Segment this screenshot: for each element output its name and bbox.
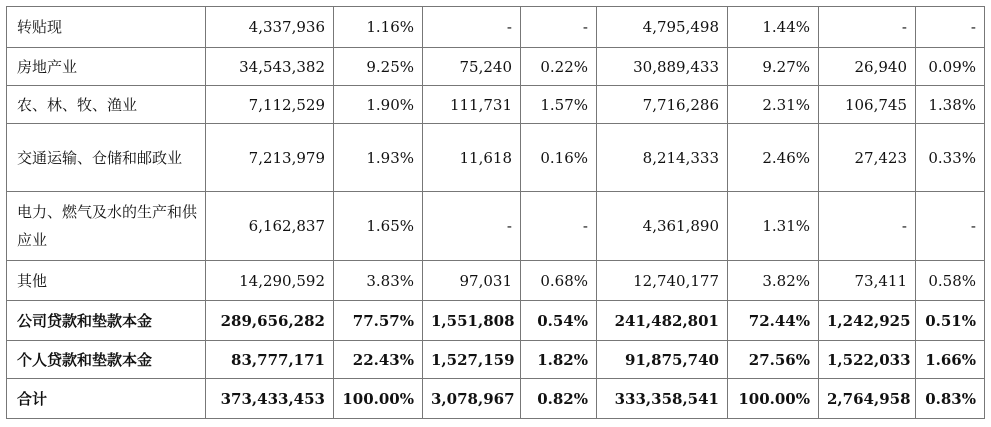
row-category: 公司贷款和垫款本金	[7, 301, 206, 341]
cell-value: 91,875,740	[597, 341, 728, 379]
row-category: 电力、燃气及水的生产和供应业	[7, 192, 206, 261]
cell-value: 11,618	[423, 124, 521, 192]
cell-value: 106,745	[819, 86, 916, 124]
row-category: 交通运输、仓储和邮政业	[7, 124, 206, 192]
cell-value: -	[819, 192, 916, 261]
table-row-subtotal	[7, 341, 985, 379]
table-row	[7, 124, 985, 192]
cell-value: 6,162,837	[206, 192, 334, 261]
cell-value: 2.31%	[728, 86, 819, 124]
table-row	[7, 261, 985, 301]
cell-value: 1.90%	[334, 86, 423, 124]
cell-value: 1.16%	[334, 7, 423, 48]
cell-value: 22.43%	[334, 341, 423, 379]
cell-value: 0.68%	[521, 261, 597, 301]
cell-value: 111,731	[423, 86, 521, 124]
cell-value: 241,482,801	[597, 301, 728, 341]
cell-value: -	[423, 7, 521, 48]
cell-value: 289,656,282	[206, 301, 334, 341]
cell-value: -	[521, 7, 597, 48]
cell-value: 373,433,453	[206, 379, 334, 419]
cell-value: 1.65%	[334, 192, 423, 261]
cell-value: 12,740,177	[597, 261, 728, 301]
cell-value: 1,522,033	[819, 341, 916, 379]
row-category: 合计	[7, 379, 206, 419]
cell-value: 1.82%	[521, 341, 597, 379]
cell-value: 0.83%	[916, 379, 985, 419]
row-category: 个人贷款和垫款本金	[7, 341, 206, 379]
cell-value: 3.82%	[728, 261, 819, 301]
cell-value: -	[819, 7, 916, 48]
cell-value: 3.83%	[334, 261, 423, 301]
cell-value: 0.82%	[521, 379, 597, 419]
cell-value: 1,527,159	[423, 341, 521, 379]
cell-value: 8,214,333	[597, 124, 728, 192]
cell-value: 0.51%	[916, 301, 985, 341]
cell-value: 27.56%	[728, 341, 819, 379]
cell-value: 83,777,171	[206, 341, 334, 379]
cell-value: 30,889,433	[597, 48, 728, 86]
cell-value: 7,716,286	[597, 86, 728, 124]
table-row-total	[7, 379, 985, 419]
cell-value: 1.66%	[916, 341, 985, 379]
cell-value: 0.54%	[521, 301, 597, 341]
cell-value: 7,112,529	[206, 86, 334, 124]
cell-value: 14,290,592	[206, 261, 334, 301]
cell-value: 2.46%	[728, 124, 819, 192]
cell-value: 0.58%	[916, 261, 985, 301]
cell-value: 9.25%	[334, 48, 423, 86]
cell-value: 0.22%	[521, 48, 597, 86]
cell-value: 1.31%	[728, 192, 819, 261]
cell-value: -	[916, 7, 985, 48]
cell-value: 26,940	[819, 48, 916, 86]
cell-value: 1,242,925	[819, 301, 916, 341]
table-row	[7, 86, 985, 124]
cell-value: 0.09%	[916, 48, 985, 86]
cell-value: 3,078,967	[423, 379, 521, 419]
cell-value: 1.38%	[916, 86, 985, 124]
cell-value: 333,358,541	[597, 379, 728, 419]
table-row-subtotal	[7, 301, 985, 341]
cell-value: 100.00%	[728, 379, 819, 419]
cell-value: 34,543,382	[206, 48, 334, 86]
cell-value: 77.57%	[334, 301, 423, 341]
cell-value: 1.93%	[334, 124, 423, 192]
cell-value: -	[521, 192, 597, 261]
table-row	[7, 7, 985, 48]
cell-value: 75,240	[423, 48, 521, 86]
loan-distribution-table	[6, 6, 985, 419]
cell-value: 0.33%	[916, 124, 985, 192]
cell-value: -	[423, 192, 521, 261]
cell-value: 2,764,958	[819, 379, 916, 419]
row-category: 农、林、牧、渔业	[7, 86, 206, 124]
row-category: 房地产业	[7, 48, 206, 86]
cell-value: 72.44%	[728, 301, 819, 341]
cell-value: 1,551,808	[423, 301, 521, 341]
table-row	[7, 192, 985, 261]
cell-value: -	[916, 192, 985, 261]
row-category: 其他	[7, 261, 206, 301]
cell-value: 9.27%	[728, 48, 819, 86]
cell-value: 97,031	[423, 261, 521, 301]
cell-value: 4,795,498	[597, 7, 728, 48]
cell-value: 100.00%	[334, 379, 423, 419]
cell-value: 73,411	[819, 261, 916, 301]
cell-value: 7,213,979	[206, 124, 334, 192]
cell-value: 0.16%	[521, 124, 597, 192]
cell-value: 1.57%	[521, 86, 597, 124]
row-category: 转贴现	[7, 7, 206, 48]
cell-value: 4,337,936	[206, 7, 334, 48]
cell-value: 27,423	[819, 124, 916, 192]
cell-value: 1.44%	[728, 7, 819, 48]
table-row	[7, 48, 985, 86]
cell-value: 4,361,890	[597, 192, 728, 261]
